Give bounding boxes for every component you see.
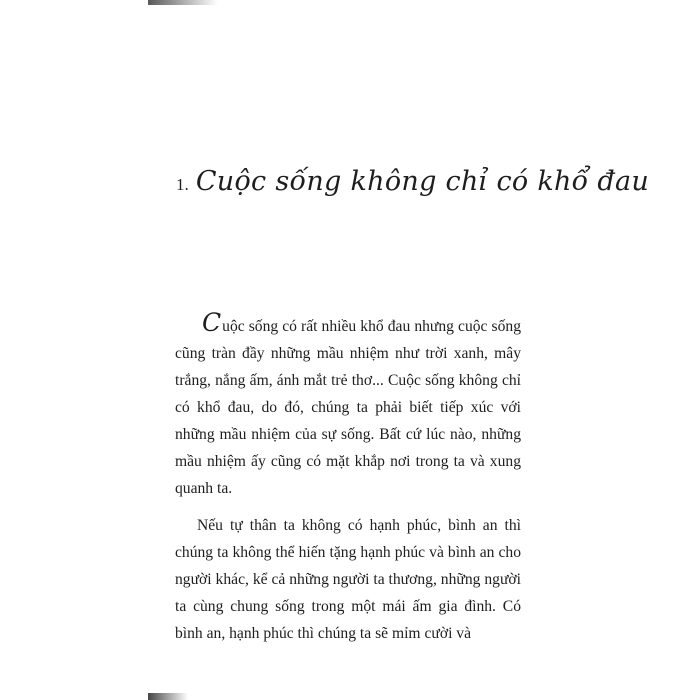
chapter-heading (176, 166, 650, 197)
drop-cap: C (202, 308, 222, 337)
page-edge-shadow-bottom (148, 693, 188, 700)
paragraph-2-text: Nếu tự thân ta không có hạnh phúc, bình an thì chúng ta không thể hiến tặng hạnh phúc và bình an cho người khác, kể cả những người ta thương, những người ta cùng chung sống trong một mái ấm gia đình. Có bình an, hạnh phúc thì chúng ta sẽ mỉm cười và (175, 517, 521, 642)
chapter-number: 1. (176, 175, 189, 194)
body-text (175, 308, 521, 657)
paragraph-1-text: uộc sống có rất nhiều khổ đau nhưng cuộc sống cũng tràn đầy những mầu nhiệm như trời xanh, mây trắng, nắng ấm, ánh mắt trẻ thơ... Cuộc sống không chỉ có khổ đau, do đó, chúng ta phải biết tiếp xúc với những mầu nhiệm của sự sống. Bất cứ lúc nào, những mầu nhiệm ấy cũng có mặt khắp nơi trong ta và xung quanh ta. (175, 318, 521, 497)
paragraph-2 (175, 512, 521, 647)
chapter-title: Cuộc sống không chỉ có khổ đau (195, 166, 650, 197)
page-edge-shadow-top (148, 0, 218, 5)
paragraph-1 (175, 308, 521, 502)
